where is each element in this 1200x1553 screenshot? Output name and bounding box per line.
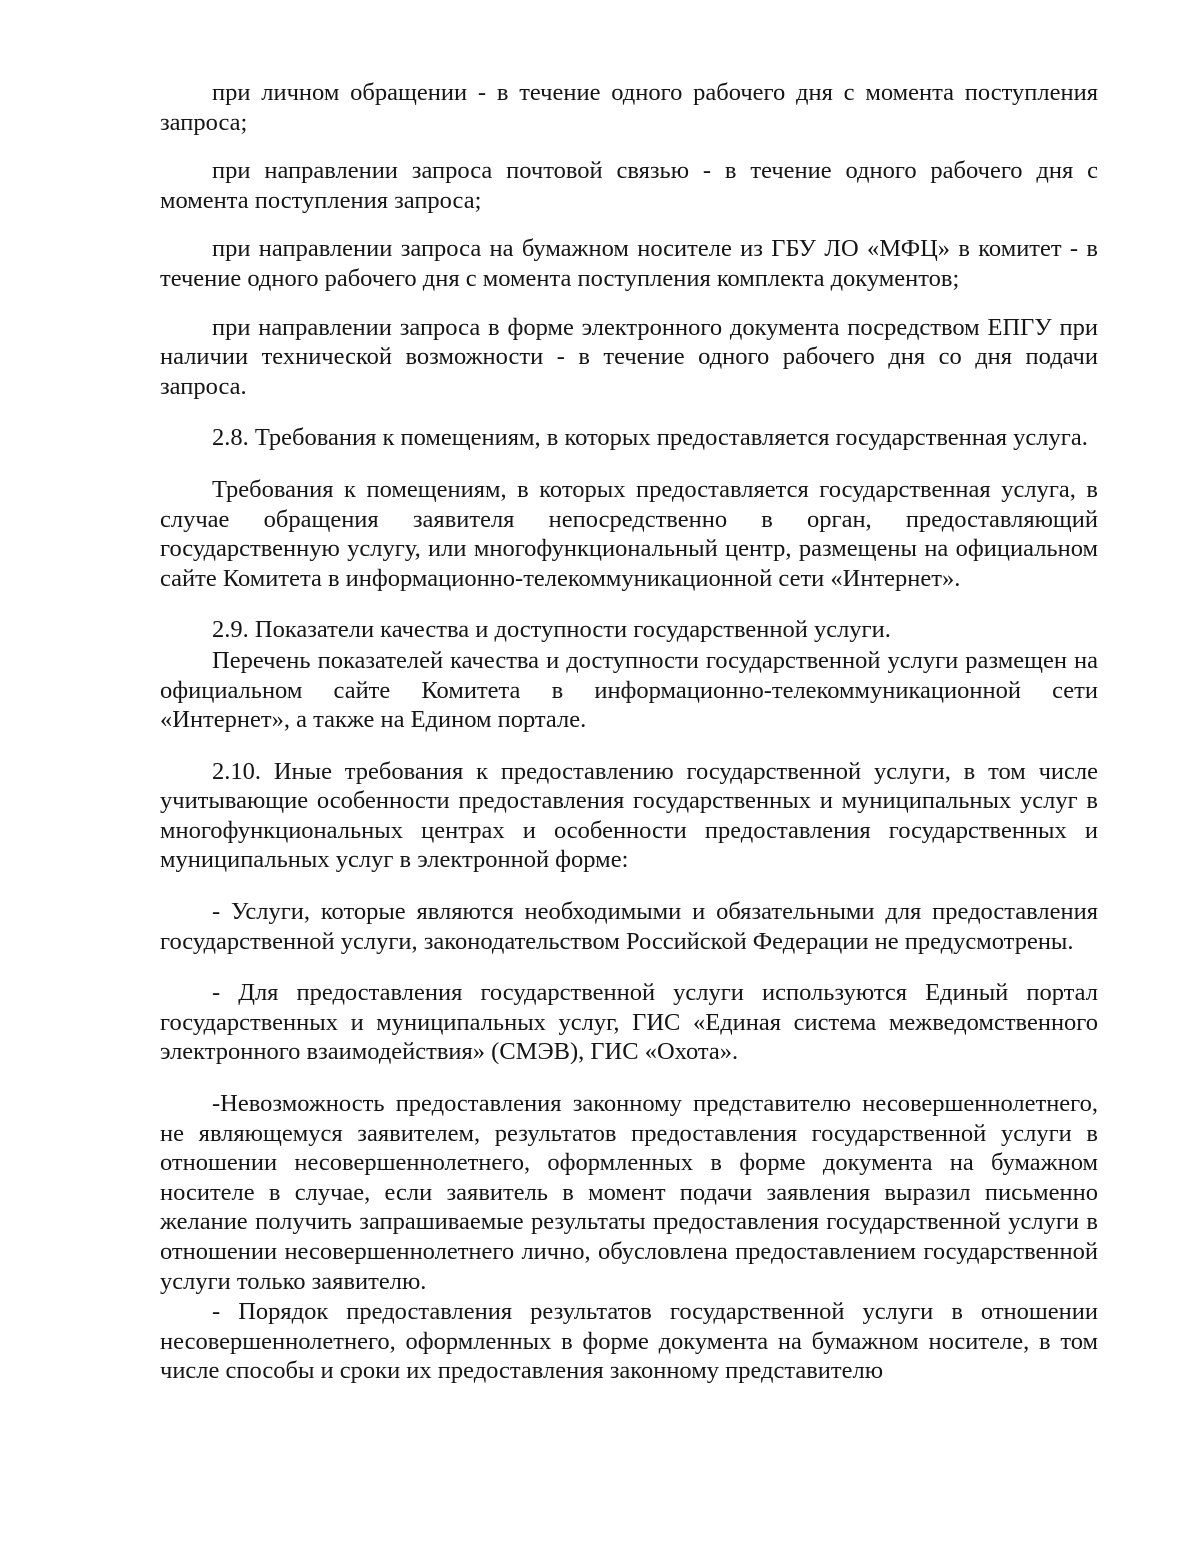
list-item-mandatory-services: - Услуги, которые являются необходимыми и обязательными для предоставления государственной услуги, законодательством Российской Федерации не предусмотрены. (160, 898, 1098, 955)
paragraph-mfc-request: при направлении запроса на бумажном носителе из ГБУ ЛО «МФЦ» в комитет - в течение одного рабочего дня с момента поступления комплекта документов; (160, 235, 1098, 292)
section-2-8-heading: 2.8. Требования к помещениям, в которых предоставляется государственная услуга. (212, 424, 1088, 452)
paragraph-quality-indicators: Перечень показателей качества и доступности государственной услуги размещен на официальном сайте Комитета в информационно-телекоммуникационной сети «Интернет», а также на Едином портале. (160, 646, 1098, 734)
paragraph-premises-requirements: Требования к помещениям, в которых предоставляется государственная услуга, в случае обращения заявителя непосредственно в орган, предоставляющий государственную услугу, или многофункциональный центр, размещены на официальном сайте Комитета в информационно-телекоммуникационной сети «Интернет». (160, 475, 1098, 592)
section-2-9-heading: 2.9. Показатели качества и доступности государственной услуги. (212, 616, 891, 644)
list-item-results-procedure: - Порядок предоставления результатов государственной услуги в отношении несовершеннолетнего, оформленных в форме документа на бумажном носителе, в том числе способы и сроки их предоставления законному представителю (160, 1298, 1098, 1385)
paragraph-personal-request: при личном обращении - в течение одного рабочего дня с момента поступления запроса; (160, 79, 1098, 136)
document-page (160, 78, 1098, 1386)
list-item-legal-representative: -Невозможность предоставления законному представителю несовершеннолетнего, не являющемуся заявителем, результатов предоставления государственной услуги в отношении несовершеннолетнего, оформленных в форме документа на бумажном носителе в случае, если заявитель в момент подачи заявления выразил письменно желание получить запрашиваемые результаты предоставления государственной услуги в отношении несовершеннолетнего лично, обусловлена предоставлением государственной услуги только заявителю. (160, 1090, 1098, 1295)
list-item-information-systems: - Для предоставления государственной услуги используются Единый портал государственных и муниципальных услуг, ГИС «Единая система межведомственного электронного взаимодействия» (СМЭВ), ГИС «Охота». (160, 979, 1098, 1066)
paragraph-postal-request: при направлении запроса почтовой связью - в течение одного рабочего дня с момента поступления запроса; (160, 157, 1098, 214)
section-2-10-heading: 2.10. Иные требования к предоставлению государственной услуги, в том числе учитывающие особенности предоставления государственных и муниципальных услуг в многофункциональных центрах и особенности предоставления государственных и муниципальных услуг в электронной форме: (160, 757, 1098, 874)
paragraph-epgu-request: при направлении запроса в форме электронного документа посредством ЕПГУ при наличии технической возможности - в течение одного рабочего дня со дня подачи запроса. (160, 313, 1098, 400)
